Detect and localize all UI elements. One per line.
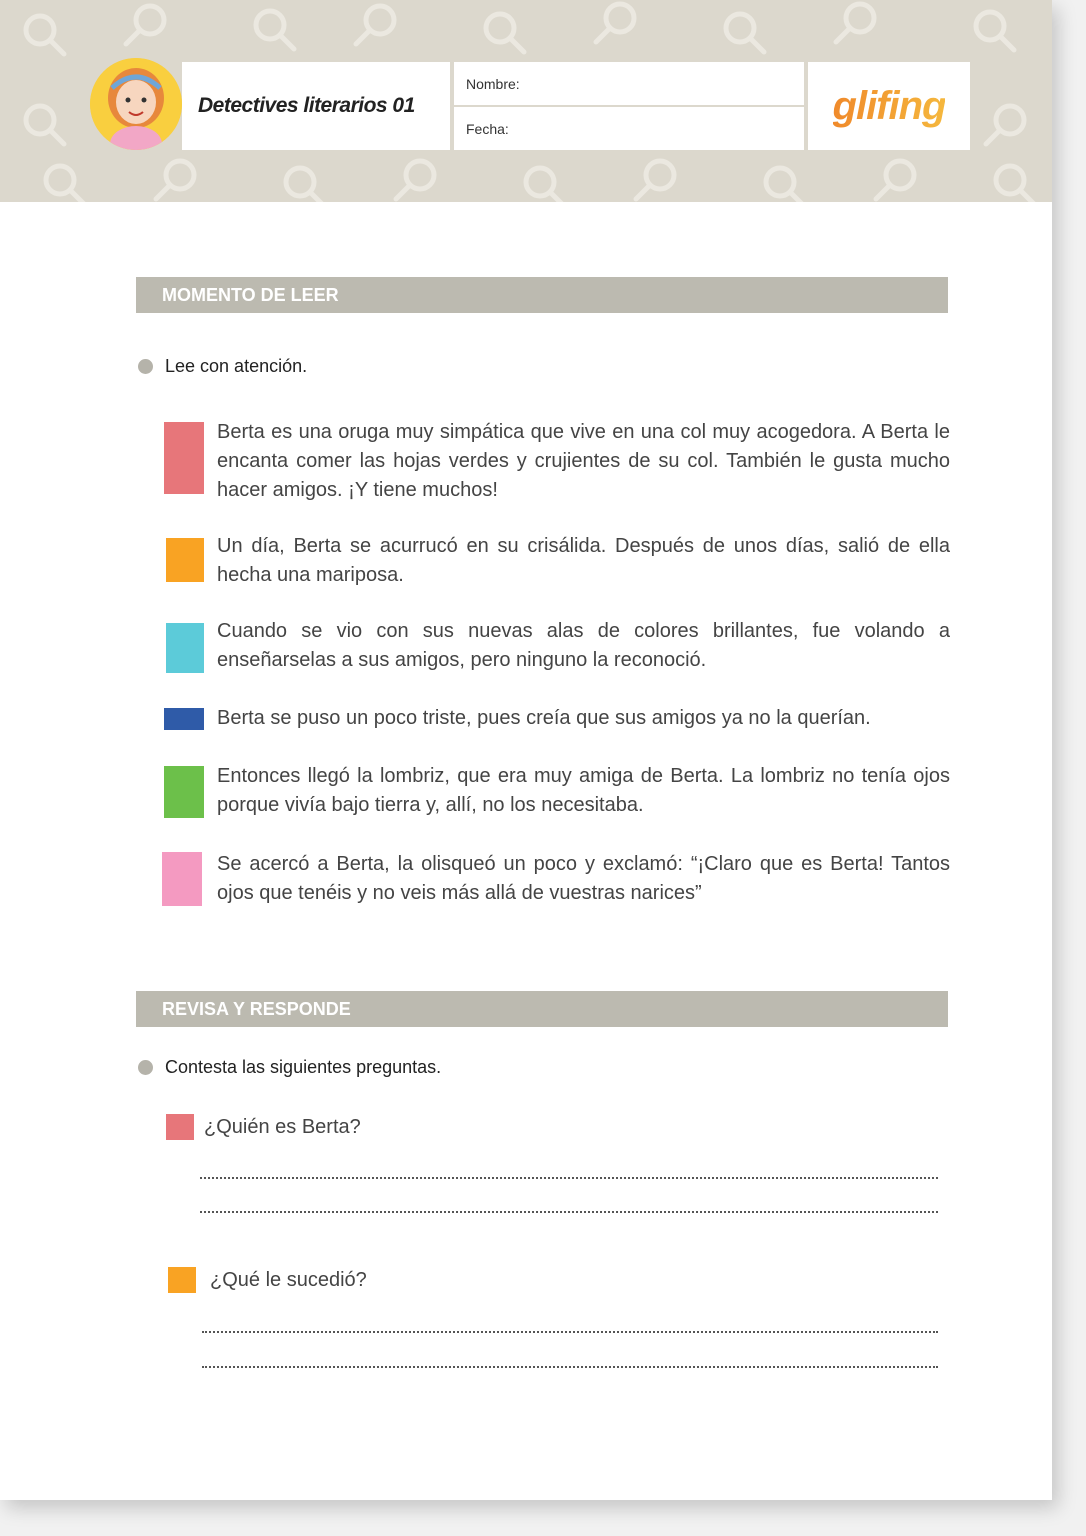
color-swatch-orange: [168, 1267, 196, 1293]
glifing-logo: glifing: [832, 83, 946, 128]
instruction-text: Contesta las siguientes preguntas.: [165, 1057, 442, 1077]
question-1: [166, 1114, 361, 1140]
color-swatch-red: [166, 1114, 194, 1140]
student-info-box: [454, 62, 804, 150]
section-title: MOMENTO DE LEER: [162, 284, 339, 305]
question-text: ¿Quién es Berta?: [204, 1115, 361, 1138]
color-swatch-green: [164, 766, 204, 818]
paragraph-text: Un día, Berta se acurrucó en su crisálida. Después de unos días, salió de ella hecha una mariposa.: [217, 535, 950, 586]
bullet-icon: [138, 1060, 153, 1075]
color-swatch-orange: [166, 538, 204, 582]
color-swatch-pink: [162, 852, 202, 906]
date-field[interactable]: [454, 105, 804, 150]
paragraph-text: Se acercó a Berta, la olisqueó un poco y exclamó: “¡Claro que es Berta! Tantos ojos que tenéis y no veis más allá de vuestras narices”: [217, 853, 950, 904]
answer-line[interactable]: [200, 1177, 938, 1179]
reading-instruction: [138, 356, 307, 377]
answer-line[interactable]: [202, 1331, 938, 1333]
paragraph-text: Berta es una oruga muy simpática que vive en una col muy acogedora. A Berta le encanta comer las hojas verdes y crujientes de su col. También le gusta mucho hacer amigos. ¡Y tiene muchos!: [217, 421, 950, 501]
answer-line[interactable]: [202, 1366, 938, 1368]
instruction-text: Lee con atención.: [165, 356, 308, 376]
answer-line[interactable]: [200, 1211, 938, 1213]
date-label: Fecha:: [466, 120, 509, 137]
header-banner: [0, 0, 1052, 202]
paragraph-text: Cuando se vio con sus nuevas alas de colores brillantes, fue volando a enseñarselas a sus amigos, pero ninguno la reconoció.: [217, 620, 950, 671]
title-box: [182, 62, 450, 150]
name-label: Nombre:: [466, 75, 520, 92]
bullet-icon: [138, 359, 153, 374]
paragraph-text: Entonces llegó la lombriz, que era muy amiga de Berta. La lombriz no tenía ojos porque vivía bajo tierra y, allí, no los necesitaba.: [217, 765, 950, 816]
color-swatch-red: [164, 422, 204, 494]
color-swatch-cyan: [166, 623, 204, 673]
question-2: [166, 1267, 367, 1293]
section-header-reading: [136, 277, 948, 313]
review-instruction: [138, 1057, 441, 1078]
paragraph-text: Berta se puso un poco triste, pues creía que sus amigos ya no la querían.: [217, 707, 871, 729]
girl-avatar-icon: [90, 58, 182, 150]
section-title: REVISA Y RESPONDE: [162, 998, 351, 1019]
section-header-review: [136, 991, 948, 1027]
worksheet-title: Detectives literarios 01: [198, 94, 415, 117]
logo-box: [808, 62, 970, 150]
question-text: ¿Qué le sucedió?: [210, 1268, 367, 1291]
color-swatch-blue: [164, 708, 204, 730]
name-field[interactable]: [454, 62, 804, 105]
